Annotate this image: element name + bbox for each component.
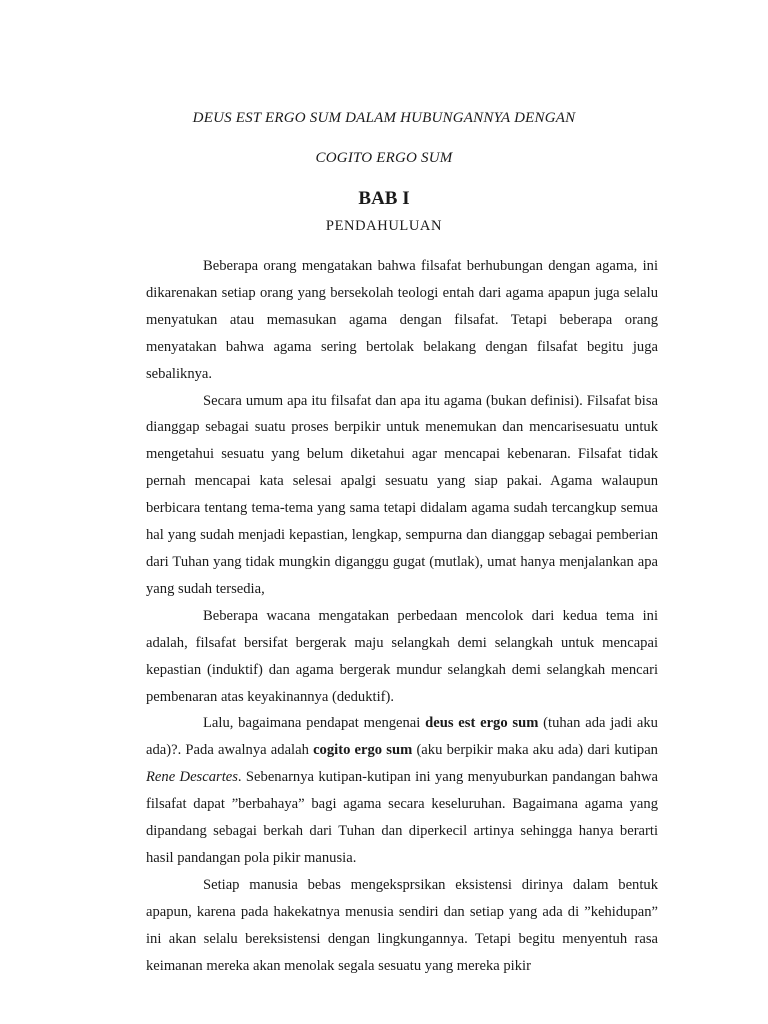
author-name: Rene Descartes [146,769,238,786]
paragraph-4-text-g: . Sebenarnya kutipan-kutipan ini yang menyuburkan pandangan bahwa filsafat dapat ”berbahaya” bagi agama secara keseluruhan. Bagaimana agama yang dipandang sebagai berkah dari Tuhan dan diperkecil artinya sehingga hanya berarti hasil pandangan pola pikir manusia. [146,769,658,866]
paragraph-1: Beberapa orang mengatakan bahwa filsafat berhubungan dengan agama, ini dikarenakan setiap orang yang bersekolah teologi entah dari agama apapun juga selalu menyatukan atau memasukan agama dengan filsafat. Tetapi beberapa orang menyatakan bahwa agama sering bertolak belakang dengan filsafat begitu juga sebaliknya. [146,258,658,382]
paragraph-4-text-e: (aku berpikir maka aku ada) dari kutipan [412,742,658,759]
paragraph-4-text-c: (tuhan ada jadi aku ada)?. Pada awalnya adalah [146,715,658,759]
chapter-heading: BAB I [358,188,410,209]
section-heading: PENDAHULUAN [325,218,443,234]
document-title-line-1: DEUS EST ERGO SUM DALAM HUBUNGANNYA DENGAN [192,110,576,126]
paragraph-3: Beberapa wacana mengatakan perbedaan mencolok dari kedua tema ini adalah, filsafat bersifat bergerak maju selangkah demi selangkah untuk mencapai kepastian (induktif) dan agama bergerak mundur selangkah demi selangkah mencari pembenaran atas keyakinannya (deduktif). [146,607,658,705]
document-title-line-2: COGITO ERGO SUM [315,150,453,166]
term-deus-est-ergo-sum: deus est ergo sum [425,715,539,732]
paragraph-4 [146,710,658,871]
paragraph-2: Secara umum apa itu filsafat dan apa itu agama (bukan definisi). Filsafat bisa dianggap sebagai suatu proses berpikir untuk menemukan dan mencarisesuatu untuk mengetahui sesuatu yang belum diketahui agar mencapai kebenaran. Filsafat tidak pernah mencapai kata selesai apalgi sesuatu yang siap pakai. Agama walaupun berbicara tentang tema-tema yang sama tetapi didalam agama sudah tercangkup semua hal yang sudah menjadi kepastian, lengkap, sempurna dan dianggap sebagai pemberian dari Tuhan yang tidak mungkin diganggu gugat (mutlak), umat hanya menjalankan apa yang sudah tersedia, [146,392,658,597]
paragraph-5: Setiap manusia bebas mengeksprsikan eksistensi dirinya dalam bentuk apapun, karena pada hakekatnya menusia sendiri dan setiap yang ada di ”kehidupan” ini akan selalu bereksistensi dengan lingkungannya. Tetapi begitu menyentuh rasa keimanan mereka akan menolak segala sesuatu yang mereka pikir [146,876,658,974]
term-cogito-ergo-sum: cogito ergo sum [313,742,413,759]
document-body [146,253,658,979]
paragraph-4-text-a: Lalu, bagaimana pendapat mengenai [203,715,426,732]
